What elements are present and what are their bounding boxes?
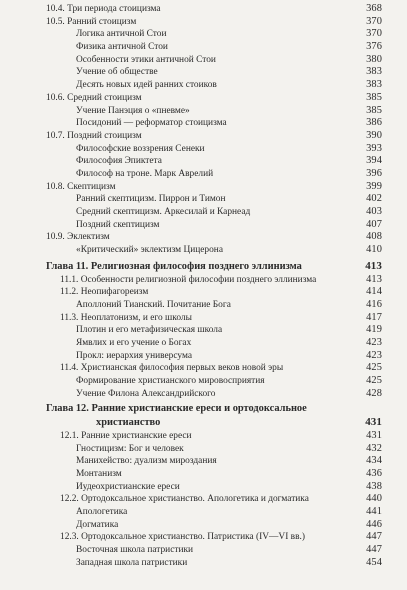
toc-entry	[0, 16, 407, 29]
toc-entry-title: Философские воззрения Сенеки	[76, 143, 205, 154]
toc-entry-title: Формирование христианского мировосприятия	[76, 376, 265, 387]
toc-entry-page-number: 423	[366, 336, 382, 348]
toc-chapter-row	[0, 260, 407, 274]
toc-entry-title: Плотин и его метафизическая школа	[76, 325, 223, 336]
toc-entry	[0, 130, 407, 143]
toc-entry	[0, 168, 407, 181]
toc-entry	[0, 66, 407, 79]
toc-chapter-row	[0, 416, 407, 430]
toc-entry-title: Ранний скептицизм. Пиррон и Тимон	[76, 194, 226, 205]
toc-entry-title: Физика античной Стои	[76, 42, 168, 53]
toc-entry-page-number: 436	[366, 467, 382, 479]
toc-entry-title: Философ на троне. Марк Аврелий	[76, 168, 214, 179]
toc-entry-title: Учение Филона Александрийского	[76, 388, 216, 399]
toc-entry-title: Особенности этики античной Стои	[76, 54, 216, 65]
toc-entry-page-number: 393	[366, 142, 382, 154]
toc-entry	[0, 219, 407, 232]
toc-entry	[0, 557, 407, 570]
toc-entry-title: 11.3. Неоплатонизм, и его школы	[60, 312, 192, 323]
toc-entry	[0, 375, 407, 388]
toc-entry-title: Поздний скептицизм	[76, 219, 160, 230]
toc-entry	[0, 519, 407, 532]
toc-entry-page-number: 385	[366, 104, 382, 116]
toc-entry	[0, 231, 407, 244]
toc-entry-title: Посидоний — реформатор стоицизма	[76, 118, 227, 129]
toc-entry	[0, 117, 407, 130]
toc-entry	[0, 41, 407, 54]
toc-entry-page-number: 408	[366, 231, 382, 243]
toc-entry-title: 10.9. Эклектизм	[46, 232, 110, 243]
table-of-contents	[0, 3, 407, 569]
toc-entry-title: 11.2. Неопифагореизм	[60, 287, 149, 298]
toc-entry-page-number: 383	[366, 66, 382, 78]
toc-entry	[0, 54, 407, 67]
toc-entry-page-number: 428	[366, 387, 382, 399]
toc-entry-title: Западная школа патристики	[76, 557, 188, 568]
toc-entry-title: Средний скептицизм. Аркесилай и Карнеад	[76, 207, 251, 217]
toc-entry-page-number: 441	[366, 506, 382, 518]
toc-entry-page-number: 376	[366, 41, 382, 53]
toc-entry-page-number: 447	[366, 531, 382, 543]
toc-entry	[0, 286, 407, 299]
toc-entry-page-number: 370	[366, 15, 382, 27]
toc-entry	[0, 274, 407, 287]
toc-entry-title: Десять новых идей ранних стоиков	[76, 80, 217, 91]
toc-entry	[0, 468, 407, 481]
toc-entry-page-number: 390	[366, 129, 382, 141]
toc-entry-page-number: 434	[366, 455, 382, 467]
toc-entry	[0, 493, 407, 506]
toc-entry	[0, 92, 407, 105]
toc-entry-page-number: 419	[366, 324, 382, 336]
toc-entry-title: 12.1. Ранние христианские ереси	[60, 430, 192, 441]
toc-entry-page-number: 431	[365, 416, 382, 429]
toc-entry-page-number: 425	[366, 375, 382, 387]
toc-entry-title: Аполлоний Тианский. Почитание Бога	[76, 299, 231, 310]
toc-entry-page-number: 413	[366, 273, 382, 285]
toc-entry	[0, 105, 407, 118]
toc-entry-page-number: 414	[366, 286, 382, 298]
toc-entry	[0, 244, 407, 257]
toc-entry-title: Иудеохристианские ереси	[76, 481, 180, 492]
toc-entry-page-number: 370	[366, 28, 382, 40]
toc-entry-page-number: 386	[366, 117, 382, 129]
toc-entry-title: Логика античной Стои	[76, 29, 167, 40]
toc-entry-page-number: 423	[366, 349, 382, 361]
toc-entry-page-number: 383	[366, 79, 382, 91]
toc-chapter-row	[0, 403, 407, 416]
toc-entry	[0, 193, 407, 206]
toc-entry-page-number: 396	[366, 167, 382, 179]
toc-entry	[0, 143, 407, 156]
toc-entry-page-number: 394	[366, 155, 382, 167]
toc-entry-title: 10.7. Поздний стоицизм	[46, 130, 142, 141]
toc-entry	[0, 388, 407, 401]
toc-entry-page-number: 438	[366, 480, 382, 492]
toc-entry-title: Догматика	[76, 519, 119, 530]
toc-entry-title: 10.4. Три периода стоицизма	[46, 4, 161, 14]
toc-entry-title: 12.3. Ортодоксальное христианство. Патристика (IV—VI вв.)	[60, 532, 305, 543]
toc-entry-page-number: 380	[366, 53, 382, 65]
toc-entry	[0, 206, 407, 219]
toc-entry-page-number: 440	[366, 493, 382, 505]
toc-entry-page-number: 368	[366, 3, 382, 14]
toc-entry-page-number: 413	[365, 259, 382, 272]
toc-entry-page-number: 417	[366, 311, 382, 323]
toc-entry-page-number: 403	[366, 206, 382, 217]
toc-entry	[0, 28, 407, 41]
toc-entry	[0, 155, 407, 168]
toc-entry-page-number: 385	[366, 91, 382, 103]
toc-entry-page-number: 399	[366, 180, 382, 192]
toc-entry	[0, 350, 407, 363]
toc-entry-title: 10.5. Ранний стоицизм	[46, 16, 137, 27]
toc-entry	[0, 312, 407, 325]
toc-entry-page-number: 454	[366, 556, 382, 568]
toc-entry-page-number: 402	[366, 193, 382, 205]
toc-entry	[0, 362, 407, 375]
toc-entry-title: 11.1. Особенности религиозной философии позднего эллинизма	[60, 274, 317, 285]
toc-entry-title: христианство	[96, 417, 161, 429]
toc-entry-title: Учение об обществе	[76, 67, 158, 78]
toc-entry-title: Глава 12. Ранние христианские ереси и ортодоксальное	[46, 403, 307, 415]
toc-entry	[0, 181, 407, 194]
toc-entry-page-number: 407	[366, 218, 382, 230]
toc-entry	[0, 3, 407, 16]
toc-entry	[0, 455, 407, 468]
toc-entry-title: Апологетика	[76, 507, 128, 518]
toc-entry	[0, 544, 407, 557]
toc-entry	[0, 430, 407, 443]
toc-entry	[0, 443, 407, 456]
toc-entry	[0, 299, 407, 312]
toc-entry-page-number: 446	[366, 518, 382, 530]
toc-entry-title: Гностицизм: Бог и человек	[76, 443, 184, 454]
toc-entry	[0, 324, 407, 337]
toc-entry-page-number: 425	[366, 362, 382, 374]
toc-entry-title: Ямвлих и его учение о Богах	[76, 337, 192, 348]
toc-entry-page-number: 416	[366, 298, 382, 310]
toc-entry-title: Философия Эпиктета	[76, 156, 162, 167]
toc-entry-title: Монтанизм	[76, 468, 122, 479]
toc-entry	[0, 481, 407, 494]
toc-entry-page-number: 431	[366, 429, 382, 441]
toc-entry-page-number: 432	[366, 442, 382, 454]
toc-entry-title: Восточная школа патристики	[76, 545, 194, 556]
toc-entry-title: Манихейство: дуализм мироздания	[76, 456, 217, 467]
toc-entry-title: 10.8. Скептицизм	[46, 181, 116, 192]
toc-entry-title: 10.6. Средний стоицизм	[46, 92, 142, 103]
toc-entry	[0, 79, 407, 92]
toc-entry	[0, 531, 407, 544]
toc-entry-title: «Критический» эклектизм Цицерона	[76, 245, 223, 256]
toc-entry-title: Глава 11. Религиозная философия позднего эллинизма	[46, 260, 302, 272]
toc-entry-title: 12.2. Ортодоксальное христианство. Апологетика и догматика	[60, 494, 309, 505]
toc-entry-title: 11.4. Христианская философия первых веков новой эры	[60, 363, 284, 374]
toc-entry-page-number: 447	[366, 544, 382, 556]
toc-entry-page-number: 410	[366, 244, 382, 256]
toc-entry	[0, 337, 407, 350]
toc-entry-title: Прокл: иерархия универсума	[76, 350, 192, 361]
toc-entry	[0, 506, 407, 519]
toc-entry-title: Учение Панэция о «пневме»	[76, 105, 190, 116]
